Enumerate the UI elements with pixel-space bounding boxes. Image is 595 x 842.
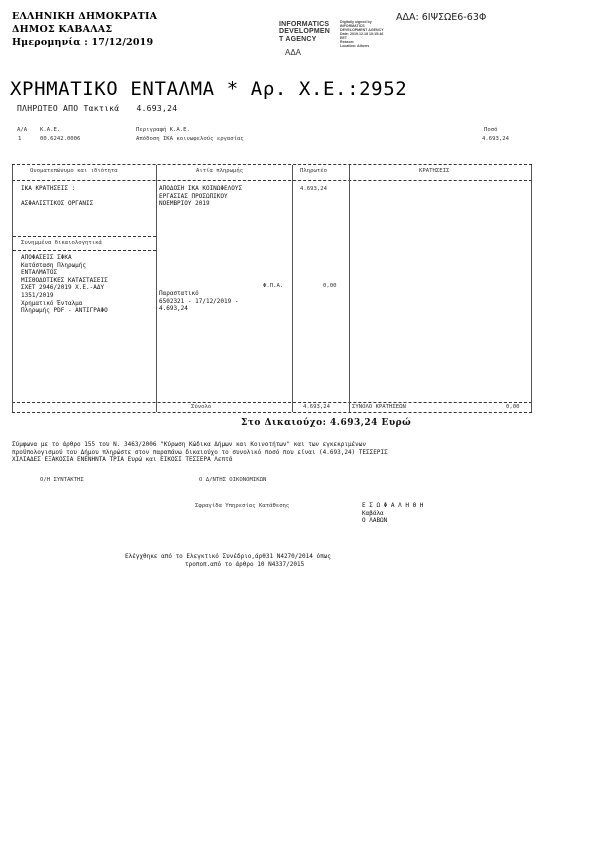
kae-header-amount: Ποσό (484, 127, 498, 133)
audit-footer-line: τροποπ.από το άρθρο 10 Ν4337/2015 (185, 560, 305, 568)
logo-line1: INFORMATICS (279, 21, 330, 28)
logo-line3: T AGENCY (279, 35, 317, 43)
service-stamp: Σφραγίδα Υπηρεσίας Κατάθεσης (195, 503, 290, 509)
payable-from-label: ΠΛΗΡΩΤΕΟ ΑΠΟ Τακτικά (17, 104, 120, 113)
attachment-item: ΕΝΤΑΛΜΑΤΟΣ (21, 269, 58, 277)
reason-document-line: Παραστατικό (159, 290, 199, 297)
legal-text (12, 441, 388, 464)
sig-detail-line: Reason: (340, 40, 355, 44)
sig-detail-line: Digitally signed by (340, 20, 372, 24)
table-header-border (12, 180, 532, 181)
attachment-item: ΜΙΣΘΟΔΟΤΙΚΕΣ ΚΑΤΑΣΤΑΣΕΙΣ (21, 276, 108, 284)
reason-line: ΑΠΟΔΟΣΗ ΙΚΑ ΚΟΙΝΩΦΕΛΟΥΣ (159, 185, 243, 192)
attachment-item: ΑΠΟΦΑΣΕΙΣ ΣΦΚΑ (21, 254, 72, 261)
document-title: ΧΡΗΜΑΤΙΚΟ ΕΝΤΑΛΜΑ * Αρ. Χ.Ε.:2952 (10, 78, 408, 100)
col-header-reason: Αιτία πληρωμής (196, 168, 244, 174)
table-col-sep (349, 165, 350, 412)
issuer-country: ΕΛΛΗΝΙΚΗ ΔΗΜΟΚΡΑΤΙΑ (12, 11, 158, 22)
sig-detail-line: Date: 2019.12.18 10:15:46 (340, 32, 384, 36)
col-header-deductions: ΚΡΑΤΗΣΕΙΣ (419, 168, 450, 174)
table-col-sep (12, 165, 13, 412)
total-deductions-label: ΣΥΝΟΛΟ ΚΡΑΤΗΣΕΩΝ (352, 404, 406, 410)
legal-text-line: Σύμφωνα με το άρθρο 155 του Ν. 3463/2006 "Κύρωση Κώδικα Δήμων και Κοινοτήτων" και των εγκεκριμένων (12, 441, 367, 448)
vat-value: 0,00 (323, 283, 337, 289)
attachment-item: Χρηματικό Ένταλμα (21, 299, 83, 307)
attachment-item: Πληρωμής PDF - ΑΝΤΙΓΡΑΦΟ (21, 307, 108, 315)
sig-detail-line: Location: Athens (340, 44, 370, 48)
table-col-sep (531, 165, 532, 412)
deputy-line: Καβάλα (362, 509, 384, 517)
reason-line: ΕΡΓΑΣΙΑΣ ΠΡΟΣΩΠΙΚΟΥ (159, 192, 228, 200)
vat-label: Φ.Π.Α. (263, 283, 284, 289)
legal-text-line: ΧΙΛΙΑΔΕΣ ΕΞΑΚΟΣΙΑ ΕΝΕΝΗΝΤΑ ΤΡΙΑ Ευρώ και ΕΙΚΟΣΙ ΤΕΣΣΕΡΑ Λεπτά (12, 456, 233, 464)
ada-code: ΑΔΑ: 6ΙΨΣΩΕ6-63Φ (396, 12, 487, 23)
attachments-title: Συνημμένα δικαιολογητικά (21, 240, 102, 246)
col-header-beneficiary: Ονοματεπώνυμο και ιδιότητα (30, 168, 118, 174)
beneficiary-line (21, 193, 93, 201)
kae-row-aa: 1 (18, 136, 22, 142)
beneficiary-line: ΙΚΑ ΚΡΑΤΗΣΕΙΣ : (21, 185, 76, 192)
kae-header-desc: Περιγραφή Κ.Α.Ε. (136, 127, 190, 133)
date-value: : 17/12/2019 (84, 37, 154, 48)
issuer-municipality: ΔΗΜΟΣ ΚΑΒΑΛΑΣ (12, 24, 113, 35)
col-header-payable: Πληρωτέο (300, 168, 327, 174)
reason-document-line: 4.693,24 (159, 305, 188, 313)
kae-header-code: Κ.Α.Ε. (40, 127, 61, 133)
date-label: Ημερομηνία (12, 37, 81, 48)
beneficiary-total: Στο Δικαιούχο: 4.693,24 Ευρώ (241, 418, 412, 428)
composer-signature: Ο/Η ΣΥΝΤΑΚΤΗΣ (40, 477, 84, 483)
reason-line: ΝΟΕΜΒΡΙΟΥ 2019 (159, 200, 210, 208)
logo-ada-label: ΑΔΑ (285, 48, 302, 57)
sig-detail-line: EET (340, 36, 347, 40)
kae-row-desc: Απόδοση ΙΚΑ κοινωφελούς εργασίας (136, 136, 244, 142)
kae-row-amount: 4.693,24 (482, 136, 509, 142)
deputy-signature (362, 502, 423, 525)
reason-cell (159, 185, 242, 208)
attachments-list (21, 254, 108, 315)
attachment-item: Κατάσταση Πληρωμής (21, 261, 87, 269)
kae-row-code: 00.6242.0006 (40, 136, 81, 142)
kae-header-aa: Α/Α (17, 127, 28, 133)
signature-logo (279, 21, 330, 43)
audit-footer (125, 553, 331, 568)
logo-line2: DEVELOPMEN (279, 28, 331, 36)
legal-text-line: προϋπολογισμού του Δήμου πληρώστε στον παραπάνω δικαιούχο το συνολικό ποσό που είναι (4.693,24) ΤΕΣΣΕΡΙΣ (12, 448, 388, 456)
payable-from (17, 104, 177, 113)
reason-document-line: 6502321 - 17/12/2019 - (159, 297, 239, 305)
table-body-bottom (12, 402, 532, 403)
reason-document-cell (159, 290, 238, 313)
table-bottom-border (12, 412, 532, 413)
attachment-item: ΣΧΕΤ 2946/2019 Χ.Ε.-ΑΔΥ (21, 284, 105, 292)
sig-detail-line: INFORMATICS (340, 24, 365, 28)
total-deductions-value: 0,00 (506, 404, 520, 410)
table-col-sep (156, 165, 157, 412)
signature-details (340, 20, 384, 48)
beneficiary-line: ΑΣΦΑΛΙΣΤΙΚΟΣ ΟΡΓΑΝΙΣ (21, 200, 94, 208)
payable-from-amount: 4.693,24 (136, 104, 178, 113)
payable-value: 4.693,24 (300, 186, 327, 192)
attachment-item: 1351/2019 (21, 291, 54, 299)
attachments-top-border (13, 236, 156, 237)
deputy-line: Ε Σ Ω Φ Α Λ Η Θ Η (362, 502, 424, 509)
date-line (12, 37, 153, 48)
audit-footer-line: Ελέγχθηκε από το Ελεγκτικό Συνέδριο,άρθ31 Ν4270/2014 όπως (125, 553, 331, 560)
sig-detail-line: DEVELOPMENT AGENCY (340, 28, 384, 32)
beneficiary-cell (21, 185, 93, 208)
total-value: 4.693,24 (303, 404, 330, 410)
total-label: Σύνολο (191, 404, 212, 410)
attachments-title-border (13, 250, 156, 251)
deputy-line: Ο ΛΑΒΩΝ (362, 517, 388, 525)
director-signature: Ο Δ/ΝΤΗΣ ΟΙΚΟΝΟΜΙΚΩΝ (199, 477, 267, 483)
table-top-border (12, 164, 532, 165)
table-col-sep (292, 165, 293, 412)
